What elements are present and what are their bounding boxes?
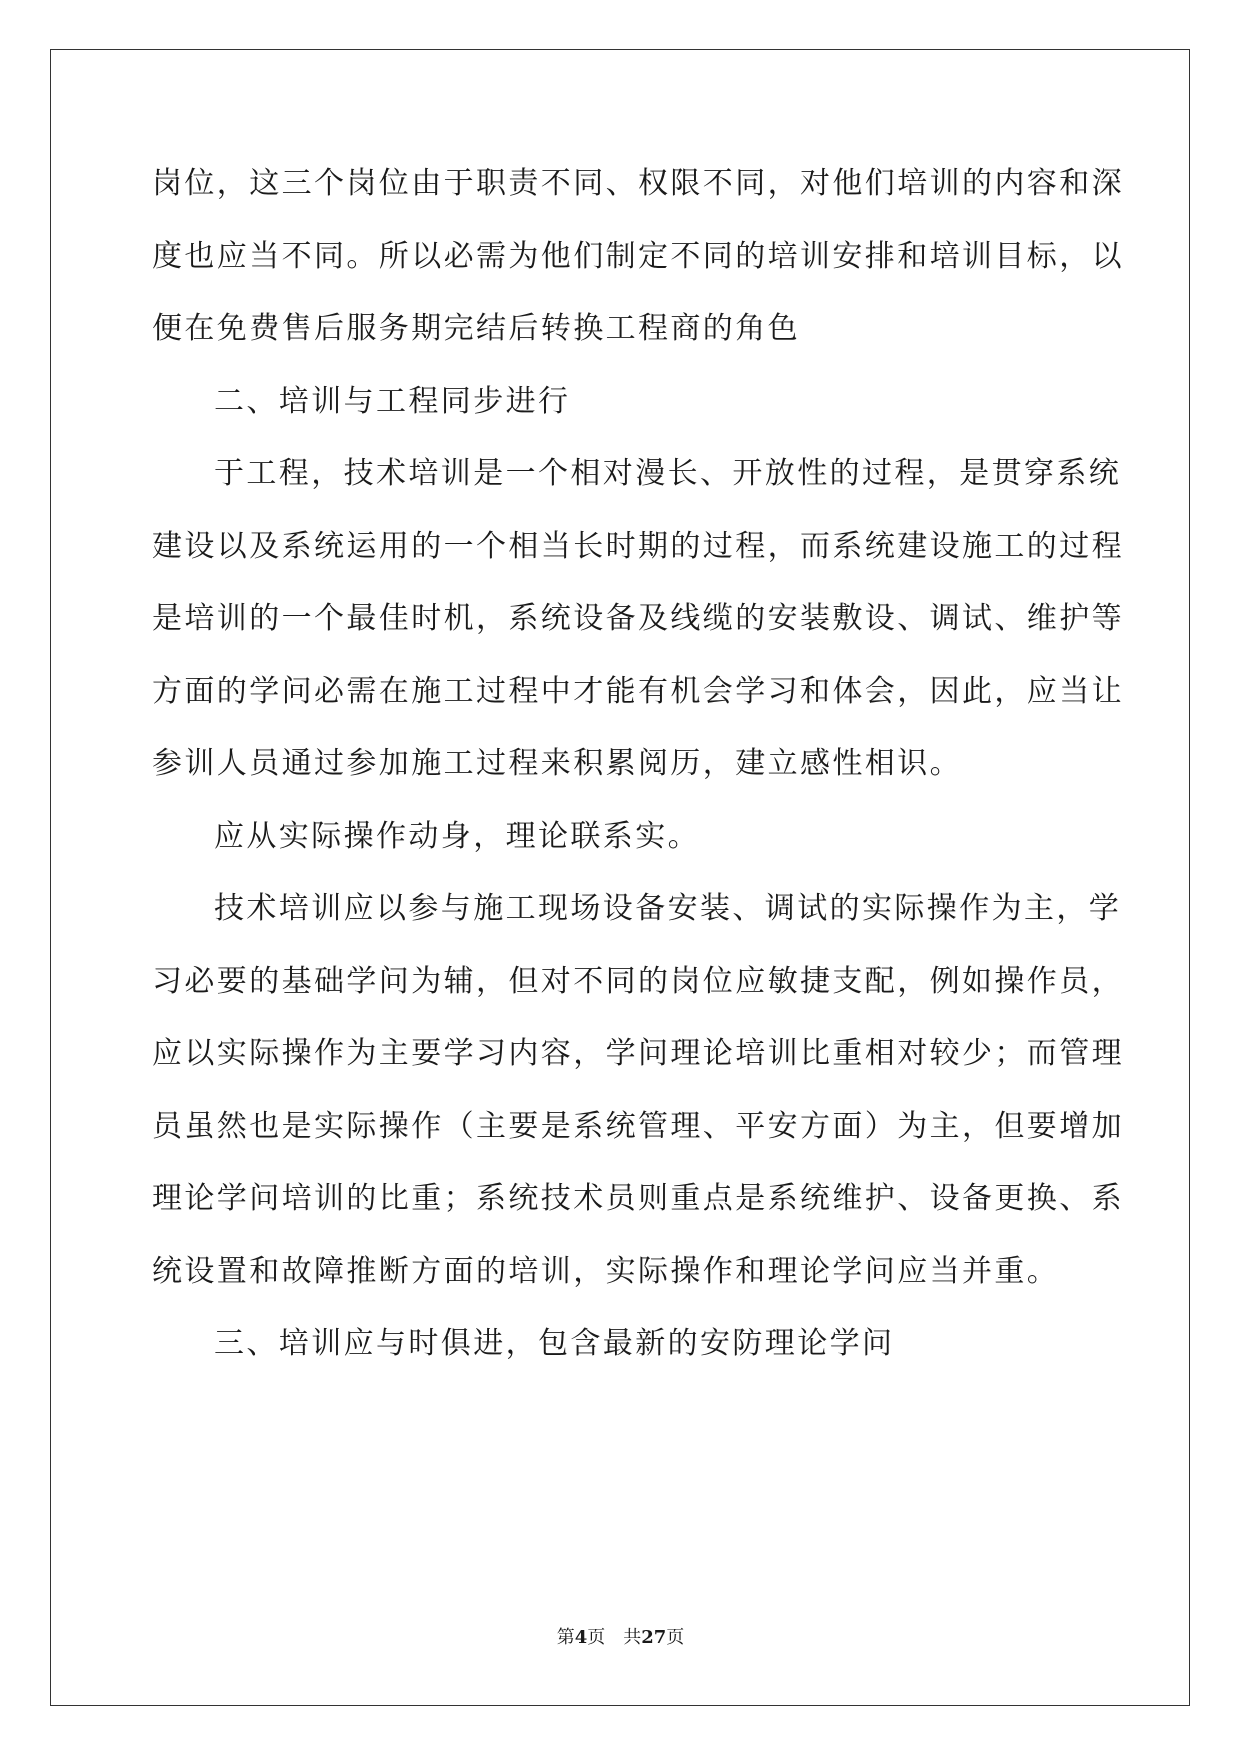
text-line: 是培训的一个最佳时机，系统设备及线缆的安装敷设、调试、维护等 <box>152 601 1124 636</box>
paragraph-first-line: 技术培训应以参与施工现场设备安装、调试的实际操作为主，学 <box>214 891 1122 926</box>
page-footer <box>0 1626 1241 1650</box>
text-line: 便在免费售后服务期完结后转换工程商的角色 <box>152 311 800 346</box>
text-line: 岗位，这三个岗位由于职责不同、权限不同，对他们培训的内容和深 <box>152 166 1124 201</box>
text-line: 方面的学问必需在施工过程中才能有机会学习和体会，因此，应当让 <box>152 674 1124 709</box>
total-pages: 27 <box>641 1627 667 1648</box>
page-label-suffix: 页 <box>587 1627 606 1648</box>
text-line: 理论学问培训的比重；系统技术员则重点是系统维护、设备更换、系 <box>152 1181 1124 1216</box>
text-line: 员虽然也是实际操作（主要是系统管理、平安方面）为主，但要增加 <box>152 1109 1124 1144</box>
page-border <box>50 49 1190 1706</box>
text-line: 参训人员通过参加施工过程来积累阅历，建立感性相识。 <box>152 746 962 781</box>
text-line: 习必要的基础学问为辅，但对不同的岗位应敏捷支配，例如操作员， <box>152 964 1124 999</box>
paragraph-first-line: 于工程，技术培训是一个相对漫长、开放性的过程，是贯穿系统 <box>214 456 1122 491</box>
page-number: 4 <box>574 1627 588 1648</box>
text-line: 建设以及系统运用的一个相当长时期的过程，而系统建设施工的过程 <box>152 529 1124 564</box>
paragraph-first-line: 应从实际操作动身，理论联系实。 <box>214 819 700 854</box>
section-heading: 三、培训应与时俱进，包含最新的安防理论学问 <box>214 1326 895 1361</box>
text-line: 度也应当不同。所以必需为他们制定不同的培训安排和培训目标，以 <box>152 239 1124 274</box>
section-heading: 二、培训与工程同步进行 <box>214 384 571 419</box>
total-label-prefix: 共 <box>623 1627 642 1648</box>
text-line: 统设置和故障推断方面的培训，实际操作和理论学问应当并重。 <box>152 1254 1060 1289</box>
total-label-suffix: 页 <box>666 1627 685 1648</box>
page-label-prefix: 第 <box>556 1627 575 1648</box>
text-line: 应以实际操作为主要学习内容，学问理论培训比重相对较少；而管理 <box>152 1036 1124 1071</box>
